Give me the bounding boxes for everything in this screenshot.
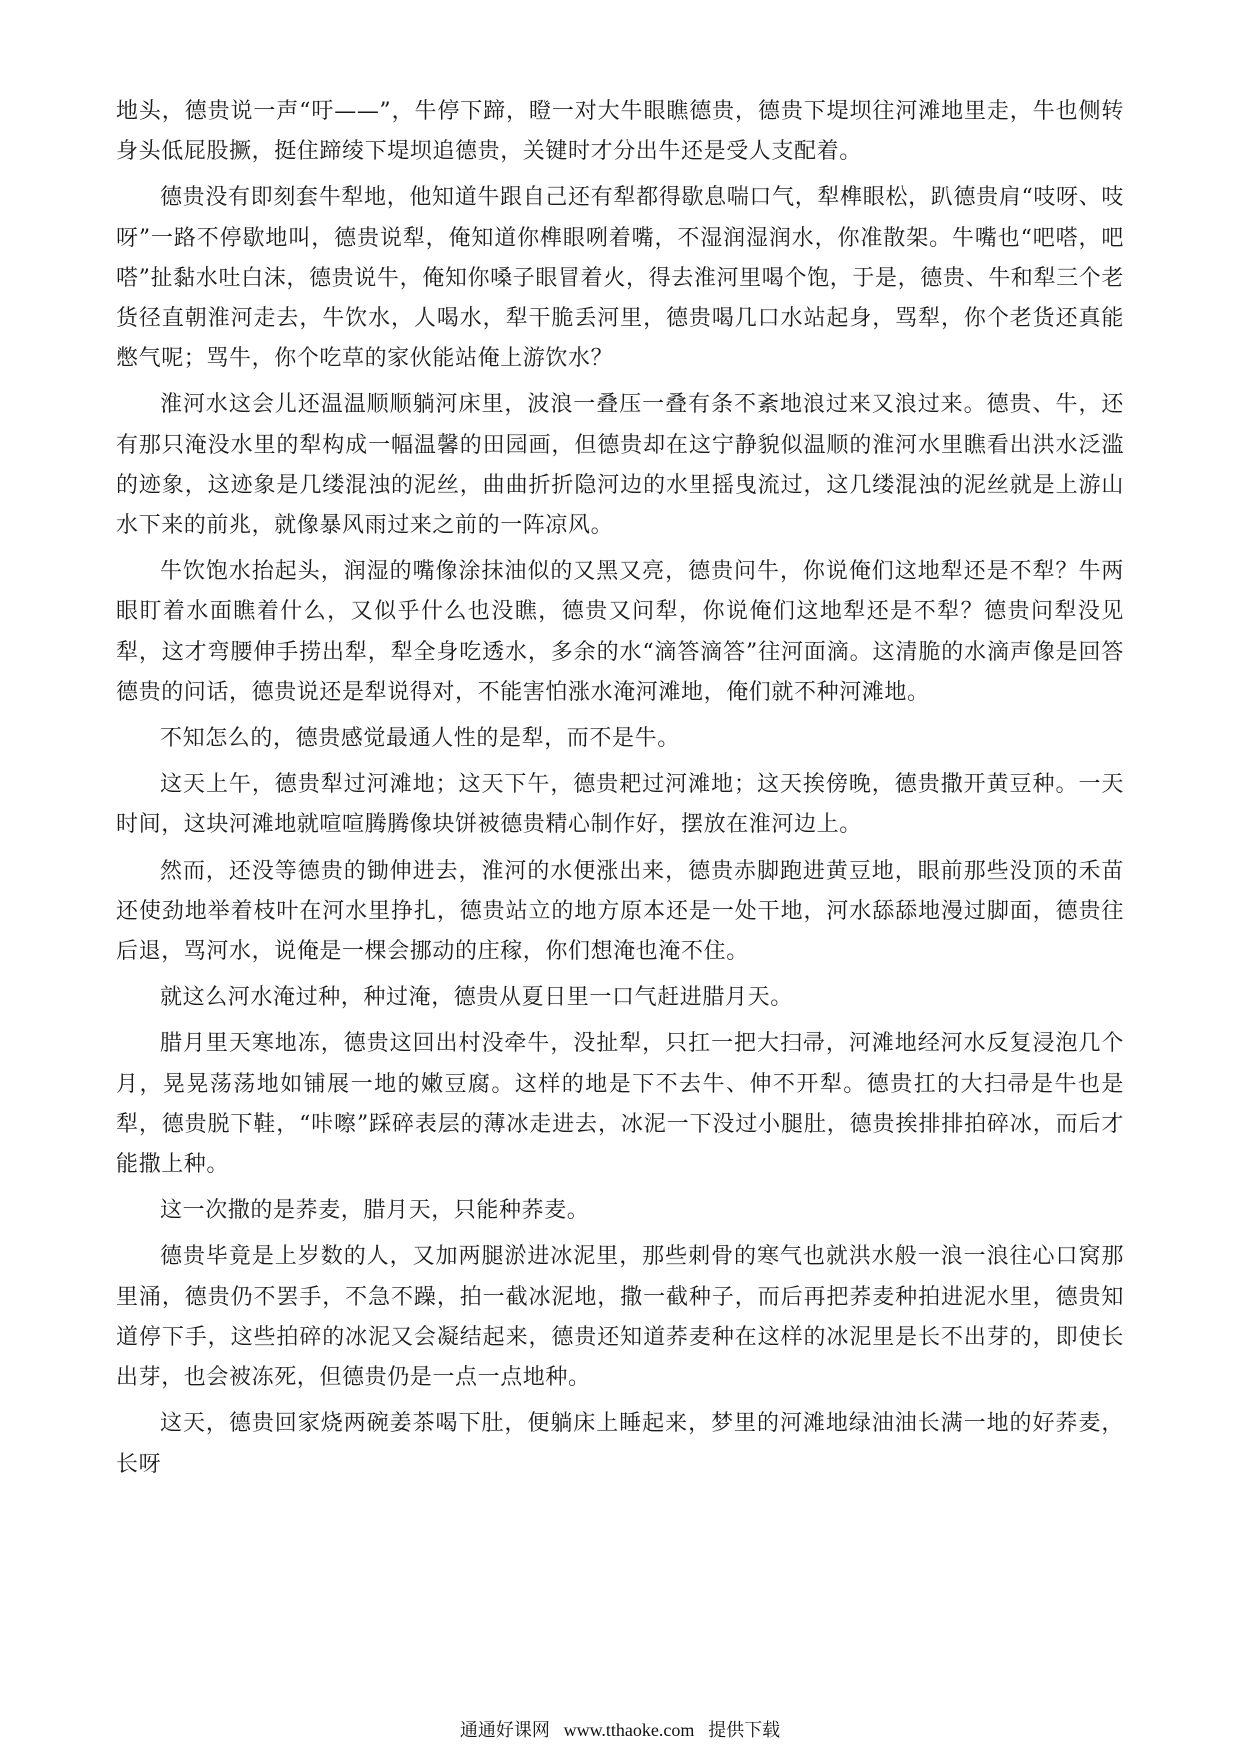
- paragraph: 地头，德贵说一声“吁——”，牛停下蹄，瞪一对大牛眼瞧德贵，德贵下堤坝往河滩地里走，牛也侧转身头低屁股撅，挺住蹄绫下堤坝追德贵，关键时才分出牛还是受人支配着。: [116, 99, 1124, 165]
- paragraph: 然而，还没等德贵的锄伸进去，淮河的水便涨出来，德贵赤脚跑进黄豆地，眼前那些没顶的禾苗还使劲地举着枝叶在河水里挣扎，德贵站立的地方原本还是一处干地，河水舔舔地漫过脚面，德贵往后退，骂河水，说俺是一棵会挪动的庄稼，你们想淹也淹不住。: [116, 858, 1124, 965]
- footer-site-name: 通通好课网: [459, 1720, 550, 1741]
- paragraph: 这一次撒的是荞麦，腊月天，只能种荞麦。: [160, 1198, 590, 1224]
- paragraph: 腊月里天寒地冻，德贵这回出村没牵牛，没扯犁，只扛一把大扫帚，河滩地经河水反复浸泡几个月，晃晃荡荡地如铺展一地的嫩豆腐。这样的地是下不去牛、伸不开犁。德贵扛的大扫帚是牛也是犁，德贵脱下鞋，“咔嚓”踩碎表层的薄冰走进去，冰泥一下没过小腿肚，德贵挨排排拍碎冰，而后才能撒上种。: [116, 1031, 1124, 1178]
- paragraph: 牛饮饱水抬起头，润湿的嘴像涂抹油似的又黑又亮，德贵问牛，你说俺们这地犁还是不犁？牛两眼盯着水面瞧着什么，又似乎什么也没瞧，德贵又问犁，你说俺们这地犁还是不犁？德贵问犁没见犁，这才弯腰伸手捞出犁，犁全身吃透水，多余的水“滴答滴答”往河面滴。这清脆的水滴声像是回答德贵的问话，德贵说还是犁说得对，不能害怕涨水淹河滩地，俺们就不种河滩地。: [116, 559, 1124, 705]
- paragraph: 这天上午，德贵犁过河滩地；这天下午，德贵耙过河滩地；这天挨傍晚，德贵撒开黄豆种。一天时间，这块河滩地就喧喧腾腾像块饼被德贵精心制作好，摆放在淮河边上。: [116, 772, 1124, 838]
- footer-suffix: 提供下载: [708, 1720, 781, 1741]
- paragraph: 就这么河水淹过种，种过淹，德贵从夏日里一口气赶进腊月天。: [160, 985, 793, 1011]
- footer-url[interactable]: www.tthaoke.com: [563, 1720, 695, 1740]
- paragraph: 德贵毕竟是上岁数的人，又加两腿淤进冰泥里，那些刺骨的寒气也就洪水般一浪一浪往心口窝那里涌，德贵仍不罢手，不急不躁，拍一截冰泥地，撒一截种子，而后再把荞麦种拍进泥水里，德贵知道停下手，这些拍碎的冰泥又会凝结起来，德贵还知道荞麦种在这样的冰泥里是长不出芽的，即使长出芽，也会被冻死，但德贵仍是一点一点地种。: [116, 1244, 1124, 1391]
- paragraph: 不知怎么的，德贵感觉最通人性的是犁，而不是牛。: [160, 726, 680, 752]
- page-footer: [0, 1718, 1240, 1743]
- paragraph: 德贵没有即刻套牛犁地，他知道牛跟自己还有犁都得歇息喘口气，犁榫眼松，趴德贵肩“吱呀、吱呀”一路不停歇地叫，德贵说犁，俺知道你榫眼咧着嘴，不湿润湿润水，你准散架。牛嘴也“吧嗒，吧嗒”扯黏水吐白沫，德贵说牛，俺知你嗓子眼冒着火，得去淮河里喝个饱，于是，德贵、牛和犁三个老货径直朝淮河走去，牛饮水，人喝水，犁干脆丢河里，德贵喝几口水站起身，骂犁，你个老货还真能憋气呢；骂牛，你个吃草的家伙能站俺上游饮水？: [116, 185, 1124, 372]
- article-body: [116, 92, 1124, 1491]
- paragraph: 这天，德贵回家烧两碗姜茶喝下肚，便躺床上睡起来，梦里的河滩地绿油油长满一地的好荞麦，长呀: [116, 1411, 1124, 1477]
- paragraph: 淮河水这会儿还温温顺顺躺河床里，波浪一叠压一叠有条不紊地浪过来又浪过来。德贵、牛，还有那只淹没水里的犁构成一幅温馨的田园画，但德贵却在这宁静貌似温顺的淮河水里瞧看出洪水泛滥的迹象，这迹象是几缕混浊的泥丝，曲曲折折隐河边的水里摇曳流过，这几缕混浊的泥丝就是上游山水下来的前兆，就像暴风雨过来之前的一阵凉风。: [116, 392, 1124, 539]
